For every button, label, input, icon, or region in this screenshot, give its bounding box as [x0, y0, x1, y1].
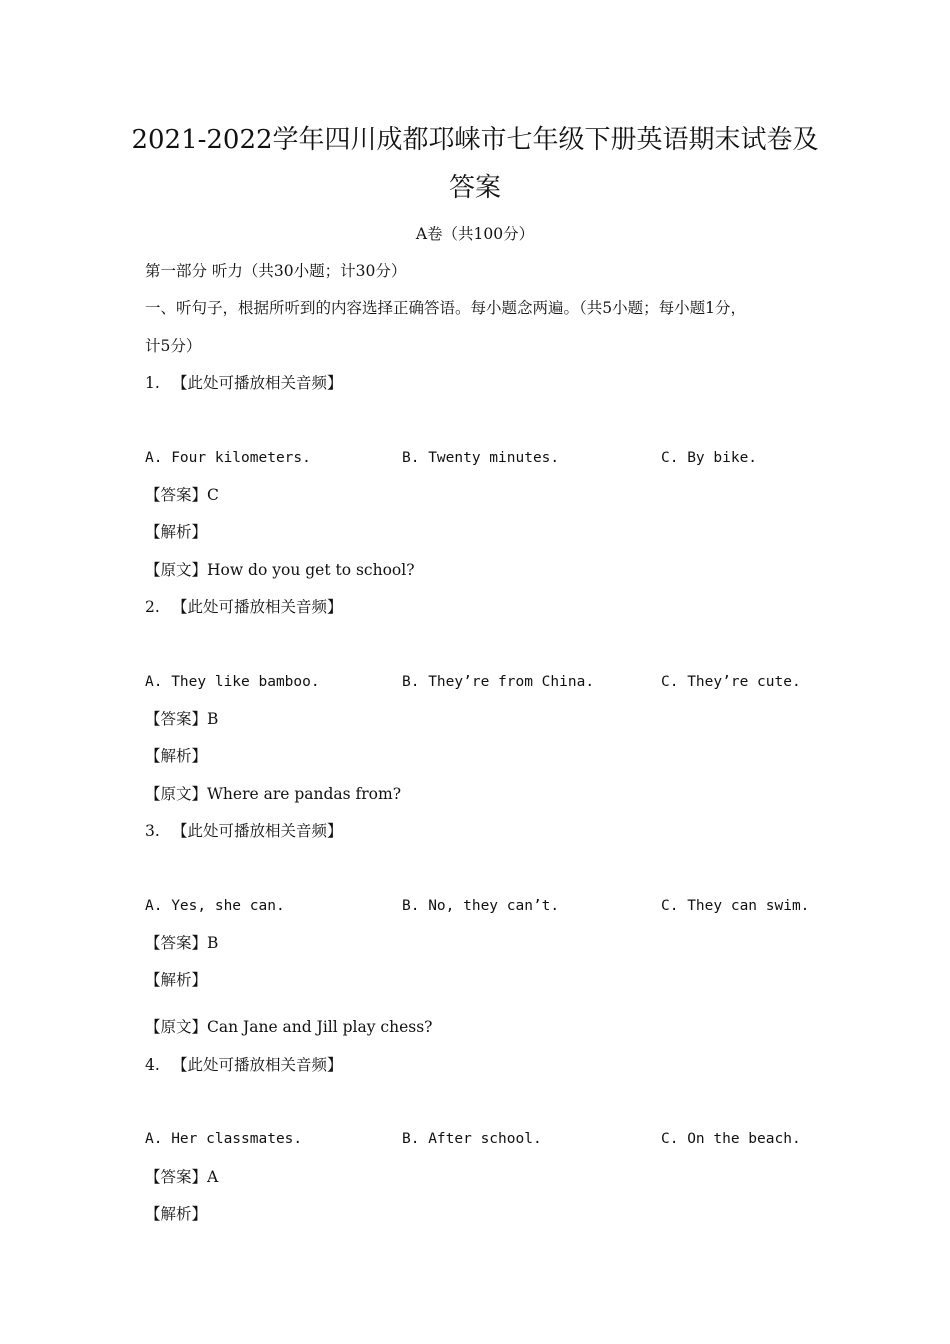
option-c: C. They’re cute. — [661, 674, 801, 690]
audio-placeholder[interactable]: 【此处可播放相关音频】 — [172, 374, 343, 392]
original-text-line: 【原文】Where are pandas from? — [145, 785, 402, 803]
option-a: A. They like bamboo. — [145, 674, 320, 690]
part-heading: 第一部分 听力（共30小题；计30分） — [145, 262, 407, 280]
answer-line: 【答案】B — [145, 710, 219, 728]
original-text-line: 【原文】Can Jane and Jill play chess? — [145, 1018, 433, 1036]
question-number: 1. — [145, 374, 160, 392]
answer-line: 【答案】B — [145, 934, 219, 952]
option-b: B. No, they can’t. — [402, 898, 560, 914]
document-title-line1: 2021-2022学年四川成都邛崃市七年级下册英语期末试卷及 — [131, 125, 819, 155]
document-title-line2: 答案 — [448, 173, 501, 203]
option-b: B. They’re from China. — [402, 674, 595, 690]
audio-placeholder[interactable]: 【此处可播放相关音频】 — [172, 822, 343, 840]
option-b: B. After school. — [402, 1131, 542, 1147]
analysis-line: 【解析】 — [145, 523, 208, 541]
audio-placeholder[interactable]: 【此处可播放相关音频】 — [172, 598, 343, 616]
question-number: 2. — [145, 598, 160, 616]
original-text-line: 【原文】How do you get to school? — [145, 561, 415, 579]
option-c: C. On the beach. — [661, 1131, 801, 1147]
option-b: B. Twenty minutes. — [402, 450, 560, 466]
answer-line: 【答案】C — [145, 486, 219, 504]
section-instruction-line2: 计5分） — [145, 337, 202, 355]
question-number: 3. — [145, 822, 160, 840]
analysis-line: 【解析】 — [145, 971, 208, 989]
answer-line: 【答案】A — [145, 1168, 219, 1186]
audio-placeholder[interactable]: 【此处可播放相关音频】 — [172, 1056, 343, 1074]
analysis-line: 【解析】 — [145, 747, 208, 765]
question-number: 4. — [145, 1056, 160, 1074]
option-a: A. Her classmates. — [145, 1131, 303, 1147]
volume-heading: A卷（共100分） — [415, 225, 535, 243]
analysis-line: 【解析】 — [145, 1205, 208, 1223]
section-instruction-line1: 一、听句子，根据所听到的内容选择正确答语。每小题念两遍。（共5小题；每小题1分， — [145, 299, 746, 317]
option-c: C. They can swim. — [661, 898, 810, 914]
option-a: A. Four kilometers. — [145, 450, 311, 466]
option-c: C. By bike. — [661, 450, 758, 466]
option-a: A. Yes, she can. — [145, 898, 285, 914]
